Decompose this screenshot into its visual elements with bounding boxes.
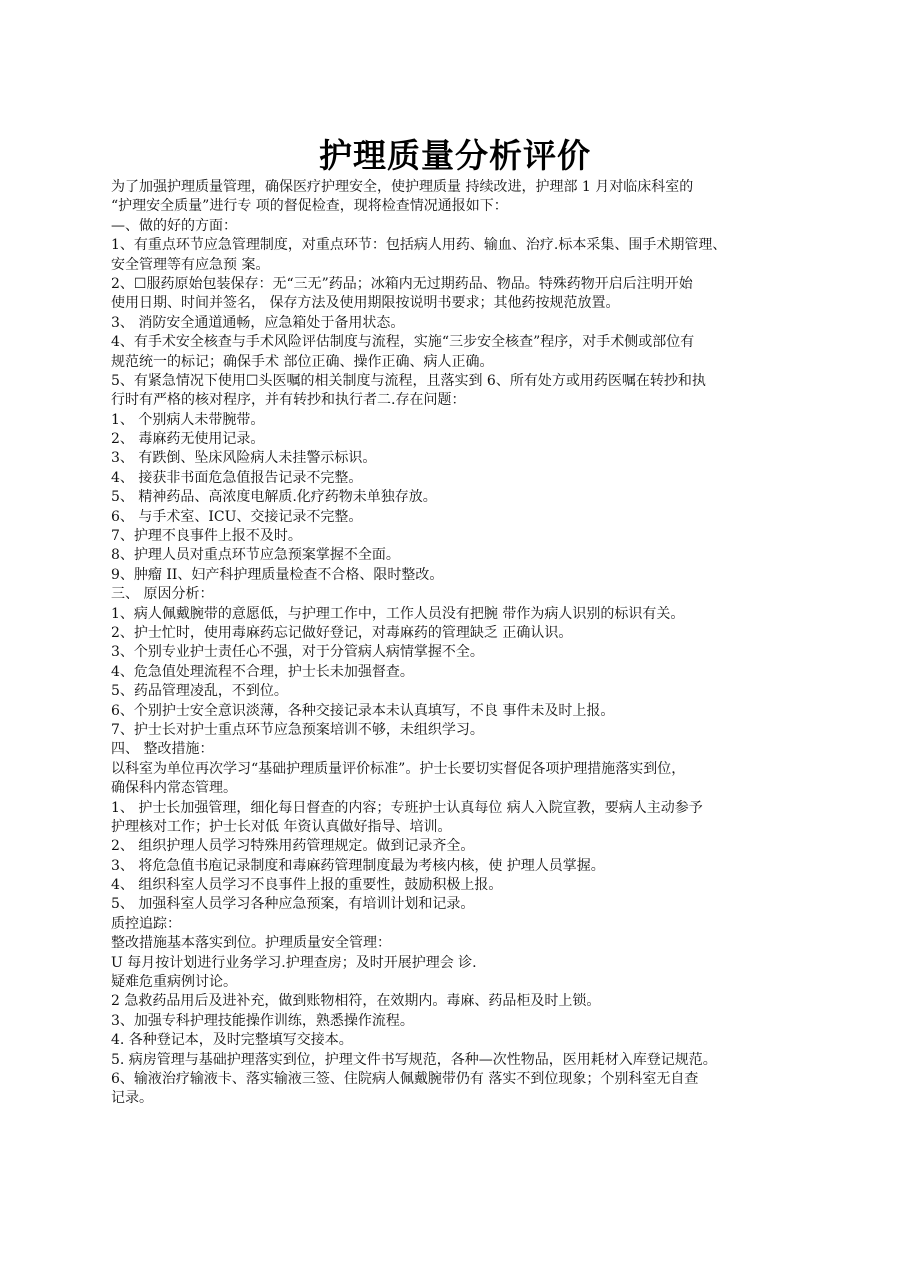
text-line: U 每月按计划进行业务学习.护理查房；及时开展护理会 诊.: [111, 954, 477, 971]
text-line: 整改措施基本落实到位。护理质量安全管理：: [111, 935, 391, 952]
document-title: 护理质量分析评价: [319, 136, 591, 175]
text-line: 6、 与手术室、ICU、交接记录不完整。: [111, 508, 363, 525]
text-line: 规范统一的标记；确保手术 部位正确、操作正确、病人正确。: [111, 353, 494, 370]
text-line: 以科室为单位再次学习“基础护理质量评价标准”。护士长要切实督促各项护理措施落实到位，: [111, 760, 686, 777]
text-line: 3、个别专业护士责任心不强，对于分管病人病情掌握不全。: [111, 644, 484, 661]
text-line: 护理核对工作；护士长对低 年资认真做好指导、培训。: [111, 818, 452, 835]
text-line: 5、 精神药品、高浓度电解质.化疗药物未单独存放。: [111, 489, 437, 506]
text-line: 1、有重点环节应急管理制度，对重点环节：包括病人用药、输血、治疗.标本采集、围手术期管理、: [111, 237, 727, 254]
text-line: “护理安全质量”进行专 项的督促检查，现将检查情况通报如下：: [111, 198, 508, 215]
text-line: 安全管理等有应急预 案。: [111, 256, 270, 273]
text-line: 5、药品管理凌乱，不到位。: [111, 683, 288, 700]
text-line: 3、 消防安全通道通畅，应急箱处于备用状态。: [111, 314, 405, 331]
text-line: 8、护理人员对重点环节应急预案掌握不全面。: [111, 547, 400, 564]
text-line: 1、 护士长加强管理，细化每日督查的内容；专班护士认真每位 病人入院宣教，要病人主动参予: [111, 799, 703, 816]
text-line: 为了加强护理质量管理，确保医疗护理安全，使护理质量 持续改进，护理部 1 月对临床科室的: [111, 179, 694, 195]
text-line: 3、 有跌倒、坠床风险病人未挂警示标识。: [111, 450, 377, 467]
text-line: 2、护士忙时，使用毒麻药忘记做好登记，对毒麻药的管理缺乏 正确认识。: [111, 624, 573, 641]
text-line: 三、 原因分析：: [111, 586, 214, 603]
text-line: 1、 个别病人未带腕带。: [111, 411, 265, 428]
text-line: 6、输液治疗输液卡、落实输液三签、住院病人佩戴腕带仍有 落实不到位现象；个别科室无自查: [111, 1070, 699, 1087]
text-line: 4、 接获非书面危急值报告记录不完整。: [111, 469, 363, 486]
text-line: 4、 组织科室人员学习不良事件上报的重要性，鼓励积极上报。: [111, 877, 503, 894]
text-line: 使用日期、时间并签名， 保存方法及使用期限按说明书要求；其他药按规范放置。: [111, 295, 620, 312]
text-line: 行时有严格的核对程序，并有转抄和执行者二.存在问题：: [111, 392, 466, 409]
text-line: 质控追踪：: [111, 915, 181, 932]
text-line: 四、 整改措施：: [111, 741, 214, 758]
text-line: 确保科内常态管理。: [111, 780, 237, 797]
text-line: 2、 组织护理人员学习特殊用药管理规定。做到记录齐全。: [111, 838, 475, 855]
text-line: 9、肿瘤 II、妇产科护理质量检查不合格、限时整改。: [111, 566, 444, 583]
text-line: 5. 病房管理与基础护理落实到位，护理文件书写规范，各种—次性物品，医用耗材入库登记规范。: [111, 1051, 717, 1068]
text-line: 记录。: [111, 1090, 153, 1107]
text-line: 5、有紧急情况下使用☐头医嘱的相关制度与流程，且落实到 6、所有处方或用药医嘱在转抄和执: [111, 372, 706, 389]
text-line: 2 急救药品用后及进补充，做到账物相符，在效期内。毒麻、药品柜及时上锁。: [111, 993, 601, 1010]
text-line: 疑难危重病例讨论。: [111, 974, 237, 991]
text-line: 6、个别护士安全意识淡薄，各种交接记录本未认真填写，不良 事件未及时上报。: [111, 702, 615, 719]
text-line: 2、 毒麻药无使用记录。: [111, 431, 265, 448]
text-line: 4、有手术安全核查与手术风险评估制度与流程，实施“三步安全核查”程序，对手术侧或部位有: [111, 334, 695, 351]
text-line: 2、☐服药原始包装保存：无“三无”药品；冰箱内无过期药品、物品。特殊药物开启后注明开始: [111, 275, 693, 292]
text-line: 7、护士长对护士重点环节应急预案培训不够，未组织学习。: [111, 721, 484, 738]
text-line: 3、 将危急值书庖记录制度和毒麻药管理制度最为考核内核，使 护理人员掌握。: [111, 857, 605, 874]
text-line: —、做的好的方面：: [111, 217, 237, 234]
text-line: 3、加强专科护理技能操作训练，熟悉操作流程。: [111, 1012, 414, 1029]
text-line: 5、 加强科室人员学习各种应急预案，有培训计划和记录。: [111, 896, 475, 913]
document-body: [111, 178, 811, 1109]
text-line: 4. 各种登记本，及时完整填写交接本。: [111, 1032, 353, 1049]
text-line: 1、病人佩戴腕带的意愿低，与护理工作中，工作人员没有把腕 带作为病人识别的标识有关。: [111, 605, 685, 622]
text-line: 7、护理不良事件上报不及时。: [111, 528, 302, 545]
text-line: 4、危急值处理流程不合理，护士长未加强督查。: [111, 663, 414, 680]
